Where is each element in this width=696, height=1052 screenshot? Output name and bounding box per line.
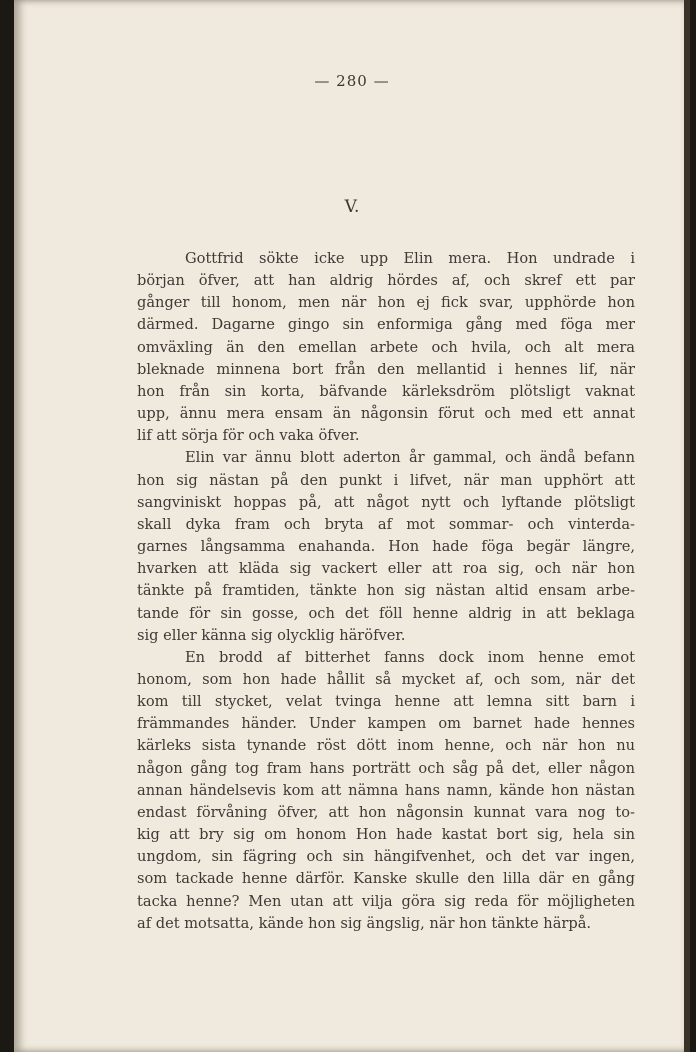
paragraph [137, 447, 635, 646]
text-line: Gottfrid sökte icke upp Elin mera. Hon undrade i [185, 250, 635, 267]
text-line: början öfver, att han aldrig hördes af, och skref ett par [137, 272, 635, 290]
text-line: omväxling än den emellan arbete och hvila, och alt mera [137, 338, 635, 356]
text-line: lif att sörja för och vaka öfver. [137, 427, 360, 445]
text-line: bleknade minnena bort från den mellantid i hennes lif, när [137, 360, 635, 378]
text-line: endast förvåning öfver, att hon någonsin kunnat vara nog to- [137, 803, 635, 821]
page-edge [684, 0, 690, 1052]
text-line: kärleks sista tynande röst dött inom henne, och när hon nu [137, 737, 635, 755]
page-number: — 280 — [314, 72, 390, 90]
text-line: hon från sin korta, bäfvande kärleksdröm plötsligt vaknat [137, 382, 635, 400]
chapter-heading: V. [344, 197, 360, 217]
text-line: honom, som hon hade hållit så mycket af, och som, när det [137, 670, 635, 688]
text-line: som tackade henne därför. Kanske skulle den lilla där en gång [137, 870, 635, 888]
text-line: främmandes händer. Under kampen om barnet hade hennes [137, 715, 635, 733]
paragraph [137, 647, 635, 935]
book-page [14, 0, 690, 1052]
text-line: hvarken att kläda sig vackert eller att roa sig, och när hon [137, 560, 635, 578]
body-text [137, 248, 635, 935]
text-line: tänkte på framtiden, tänkte hon sig nästan altid ensam arbe- [137, 582, 635, 600]
text-line: skall dyka fram och bryta af mot sommar- och vinterda- [137, 515, 635, 533]
text-line: tande för sin gosse, och det föll henne aldrig in att beklaga [137, 604, 635, 622]
text-line: sangviniskt hoppas på, att något nytt och lyftande plötsligt [137, 493, 635, 511]
text-line: annan händelsevis kom att nämna hans namn, kände hon nästan [137, 781, 635, 799]
text-line: ungdom, sin fägring och sin hängifvenhet, och det var ingen, [137, 848, 635, 866]
text-line: En brodd af bitterhet fanns dock inom henne emot [185, 648, 635, 666]
text-line: kom till stycket, velat tvinga henne att lemna sitt barn i [137, 693, 635, 711]
text-line: sig eller känna sig olycklig häröfver. [137, 626, 406, 644]
text-line: af det motsatta, kände hon sig ängslig, när hon tänkte härpå. [137, 914, 592, 932]
text-line: därmed. Dagarne gingo sin enformiga gång med föga mer [137, 316, 635, 334]
text-line: garnes långsamma enahanda. Hon hade föga begär längre, [137, 538, 635, 556]
text-line: tacka henne? Men utan att vilja göra sig reda för möjligheten [137, 892, 635, 910]
text-line: någon gång tog fram hans porträtt och såg på det, eller någon [137, 759, 635, 777]
text-line: gånger till honom, men när hon ej fick svar, upphörde hon [137, 294, 635, 312]
text-line: hon sig nästan på den punkt i lifvet, när man upphört att [137, 471, 635, 489]
text-line: Elin var ännu blott aderton år gammal, och ändå befann [185, 449, 635, 467]
text-line: kig att bry sig om honom Hon hade kastat bort sig, hela sin [137, 826, 635, 844]
paragraph [137, 248, 635, 447]
text-line: upp, ännu mera ensam än någonsin förut och med ett annat [137, 405, 635, 423]
